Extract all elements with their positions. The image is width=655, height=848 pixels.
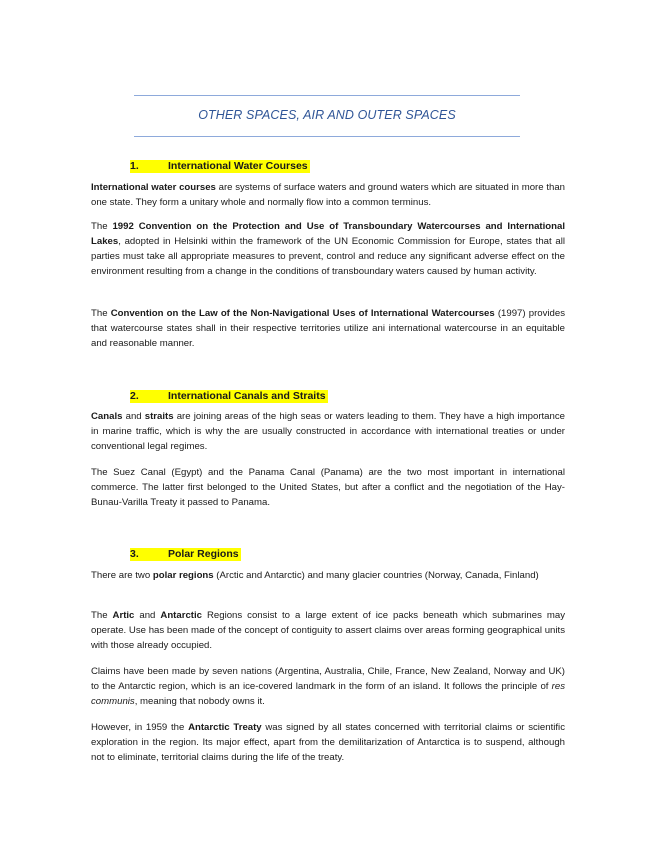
bold-term: Canals — [91, 411, 123, 422]
text-span: There are two — [91, 570, 153, 581]
text-span: , adopted in Helsinki within the framework of the UN Economic Commission for Europe, states that all parties must take all appropriate measures to prevent, control and reduce any significant adverse effect on the environment resulting from a change in the conditions of transboundary waters caused by human activity. — [91, 236, 565, 277]
paragraph — [91, 465, 565, 510]
section-heading-text: International Canals and Straits — [168, 390, 326, 402]
paragraph — [91, 568, 565, 583]
bold-term: International water courses — [91, 182, 216, 193]
paragraph-text — [91, 465, 565, 510]
section-canals-straits — [91, 386, 565, 404]
bold-term: Convention on the Law of the Non-Navigational Uses of International Watercourses — [110, 308, 495, 319]
paragraph-text — [91, 608, 565, 653]
text-span: The — [91, 610, 113, 621]
paragraph — [91, 720, 565, 765]
section-number: 2. — [130, 390, 139, 402]
paragraph-text — [91, 219, 565, 279]
paragraph-text — [91, 306, 565, 351]
bold-term: polar regions — [152, 570, 214, 581]
paragraph-text — [91, 720, 565, 765]
text-span: (Arctic and Antarctic) and many glacier countries (Norway, Canada, Finland) — [213, 570, 539, 581]
section-water-courses — [91, 156, 565, 174]
section-heading — [130, 548, 241, 561]
text-span: Regions consist to a large extent of ice packs beneath which submarines may operate. Use has been made of the concept of contiguity to assert claims over areas forming geographical units with those already occupied. — [91, 610, 565, 651]
text-span: However, in 1959 the — [91, 722, 189, 733]
bold-term: Antarctic — [160, 610, 202, 621]
paragraph-text — [91, 180, 565, 210]
paragraph-text — [91, 409, 565, 454]
text-span: and — [122, 411, 145, 422]
text-span: was signed by all states concerned with territorial claims or scientific exploration in the region. Its major effect, apart from the demilitarization of Antarctica is to suspend, although not to eliminate, territorial claims during the life of the treaty. — [91, 722, 565, 763]
paragraph — [91, 219, 565, 279]
title-bottom-rule — [134, 136, 520, 137]
section-heading-text: International Water Courses — [168, 160, 308, 172]
text-span: are joining areas of the high seas or waters leading to them. They have a high importance in marine traffic, which is why the are usually constructed in accordance with international treaties or under conventional legal regimes. — [91, 411, 565, 452]
page-title: OTHER SPACES, AIR AND OUTER SPACES — [198, 108, 456, 122]
text-span: (1997) provides that watercourse states shall in their respective territories utilize ani international watercourse in an equitable and reasonable manner. — [91, 308, 565, 349]
text-span: , meaning that nobody owns it. — [134, 696, 265, 707]
bold-term: 1992 Convention on the Protection and Use of Transboundary Watercourses and International Lakes — [91, 221, 565, 247]
text-span: are systems of surface waters and ground waters which are situated in more than one state. They form a unitary whole and normally flow into a common terminus. — [91, 182, 565, 208]
italic-term: res communis — [91, 681, 565, 707]
text-span: The — [91, 308, 111, 319]
paragraph — [91, 306, 565, 351]
text-span: Claims have been made by seven nations (Argentina, Australia, Chile, France, New Zealand, Norway and UK) to the Antarctic region, which is an ice-covered landmark in the form of an island. It follows the principle of — [91, 666, 565, 692]
bold-term: Artic — [112, 610, 135, 621]
paragraph-text — [91, 568, 565, 583]
text-span: and — [134, 610, 161, 621]
paragraph-text — [91, 664, 565, 709]
title-top-rule — [134, 95, 520, 96]
bold-term: Antarctic Treaty — [188, 722, 262, 733]
text-span: The Suez Canal (Egypt) and the Panama Canal (Panama) are the two most important in international commerce. The latter first belonged to the United States, but after a conflict and the negotiation of the Hay-Bunau-Varilla Treaty it passed to Panama. — [91, 467, 565, 508]
paragraph — [91, 664, 565, 709]
section-number: 3. — [130, 548, 139, 560]
paragraph — [91, 180, 565, 210]
section-heading-text: Polar Regions — [168, 548, 239, 560]
section-number: 1. — [130, 160, 139, 172]
section-heading — [130, 390, 328, 403]
paragraph — [91, 409, 565, 454]
paragraph — [91, 608, 565, 653]
bold-term: straits — [144, 411, 174, 422]
text-span: The — [91, 221, 113, 232]
section-polar-regions — [91, 544, 565, 562]
section-heading — [130, 160, 310, 173]
